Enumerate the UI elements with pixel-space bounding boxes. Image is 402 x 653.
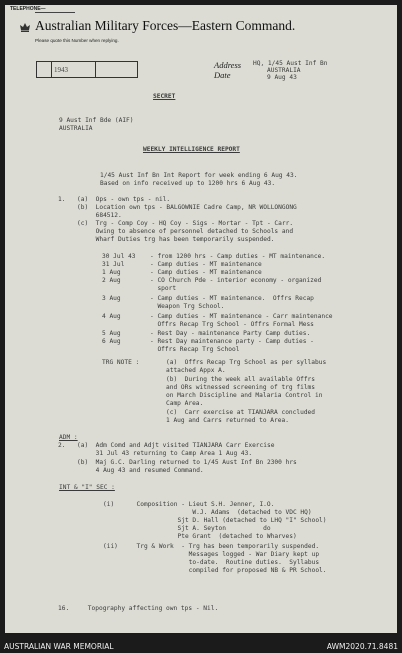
section-1-number: 1. <box>58 196 66 203</box>
trg-note-line: (a) Offrs Recap Trg School as per syllabus <box>166 359 327 366</box>
date-label: Date <box>214 70 231 80</box>
reference-number: 1943 <box>54 66 68 74</box>
section-2b-line-2: 4 Aug 43 and resumed Command. <box>77 467 204 474</box>
report-heading: WEEKLY INTELLIGENCE REPORT <box>143 146 240 153</box>
section-2-number: 2. <box>58 442 66 449</box>
schedule-text: Offrs Recap Trg School <box>150 346 240 353</box>
addressee-line-2: AUSTRALIA <box>59 125 93 132</box>
schedule-text: sport <box>150 285 177 292</box>
trg-note-line: (c) Carr exercise at TIANJARA concluded <box>166 409 316 416</box>
schedule-date: 6 Aug <box>102 338 121 345</box>
archive-footer <box>0 639 402 653</box>
intro-line-1: 1/45 Aust Inf Bn Int Report for week ending 6 Aug 43. <box>100 172 298 179</box>
crown-crest-icon <box>19 21 31 33</box>
section-16: 16. Topography affecting own tps - Nil. <box>58 605 219 612</box>
composition-line: (i) Composition - Lieut S.H. Jenner, I.O. <box>103 501 275 508</box>
schedule-text: - Rest Day maintenance party - Camp duties - <box>150 338 314 345</box>
trg-note-line: 1 Aug and Carrs returned to Area. <box>166 417 289 424</box>
trg-note-line: on March Discipline and Malaria Control in <box>166 392 323 399</box>
schedule-date: 1 Aug <box>102 269 121 276</box>
schedule-text: Weapon Trg School. <box>150 303 225 310</box>
schedule-date: 3 Aug <box>102 295 121 302</box>
section-1a: (a) Ops - own tps - nil. <box>77 196 171 203</box>
footer-institution: AUSTRALIAN WAR MEMORIAL <box>4 642 114 651</box>
section-2a-line-1: (a) Adm Comd and Adjt visited TIANJARA Carr Exercise <box>77 442 275 449</box>
training-line: Messages logged - War Diary kept up <box>103 551 320 558</box>
date-value: 9 Aug 43 <box>267 74 297 81</box>
schedule-text: - from 1200 hrs - Camp duties - MT maintenance. <box>150 253 326 260</box>
section-2a-line-2: 31 Jul 43 returning to Camp Area 1 Aug 43. <box>77 450 253 457</box>
address-value-1: HQ, 1/45 Aust Inf Bn <box>253 60 328 67</box>
composition-line: W.J. Adams (detached to VDC HQ) <box>103 509 312 516</box>
secret-marking: SECRET <box>153 93 176 100</box>
letterhead-title: Australian Military Forces—Eastern Command. <box>35 18 296 33</box>
schedule-text: - Camp duties - MT maintenance <box>150 261 262 268</box>
document-page <box>5 5 397 633</box>
section-2b-line-1: (b) Maj G.C. Darling returned to 1/45 Aust Inf Bn 2300 hrs <box>77 459 297 466</box>
trg-note-line: Camp Area. <box>166 400 204 407</box>
composition-line: Sjt A. Seyton do <box>103 525 271 532</box>
schedule-date: 30 Jul 43 <box>102 253 136 260</box>
intro-line-2: Based on info received up to 1200 hrs 6 Aug 43. <box>100 180 276 187</box>
schedule-text: Offrs Recap Trg School - Offrs Formal Mess <box>150 321 314 328</box>
composition-line: Pte Grant (detached to Wharves) <box>103 533 297 540</box>
schedule-text: - CO Church Pde - interior economy - organized <box>150 277 322 284</box>
schedule-date: 31 Jul <box>102 261 125 268</box>
quote-note: Please quote this Number when replying. <box>35 38 119 43</box>
schedule-text: - Camp duties - MT maintenance - Carr maintenance <box>150 313 333 320</box>
training-line: compiled for proposed NB & PR School. <box>103 567 327 574</box>
training-line: (ii) Trg & Work - Trg has been temporarily suspended. <box>103 543 320 550</box>
addressee-line-1: 9 Aust Inf Bde (AIF) <box>59 117 134 124</box>
section-1b-line-1: (b) Location own tps - BALGOWNIE Cadre Camp, NR WOLLONGONG <box>77 204 297 211</box>
section-1c-line-2: Owing to absence of personnel detached to Schools and <box>77 228 294 235</box>
trg-note-line: (b) During the week all available Offrs <box>166 376 316 383</box>
section-1b-line-2: 684512. <box>77 212 122 219</box>
trg-note-line: and ORs witnessed screening of trg films <box>166 384 316 391</box>
composition-line: Sjt D. Hall (detached to LHQ "I" School) <box>103 517 327 524</box>
schedule-date: 4 Aug <box>102 313 121 320</box>
section-1c-line-1: (c) Trg - Comp Coy - HQ Coy - Sigs - Mortar - Tpt - Carr. <box>77 220 294 227</box>
schedule-date: 2 Aug <box>102 277 121 284</box>
trg-note-label: TRG NOTE : <box>102 359 140 366</box>
footer-accession-number: AWM2020.71.8481 <box>326 642 398 651</box>
telephone-label: TELEPHONE— <box>10 6 46 12</box>
telephone-line <box>35 12 75 13</box>
address-value-2: AUSTRALIA <box>267 67 301 74</box>
section-1c-line-3: Wharf Duties trg has been temporarily suspended. <box>77 236 275 243</box>
schedule-text: - Camp duties - MT maintenance. Offrs Recap <box>150 295 314 302</box>
training-line: to-date. Routine duties. Syllabus <box>103 559 320 566</box>
address-label: Address <box>214 60 242 70</box>
schedule-text: - Camp duties - MT maintenance <box>150 269 262 276</box>
trg-note-line: attached Appx A. <box>166 367 226 374</box>
schedule-date: 5 Aug <box>102 330 121 337</box>
section-3-label: INT & "I" SEC : <box>59 484 115 491</box>
reference-box <box>36 61 138 78</box>
schedule-text: - Rest Day - maintenance Party Camp duties. <box>150 330 311 337</box>
section-2-label: ADM : <box>59 434 78 441</box>
